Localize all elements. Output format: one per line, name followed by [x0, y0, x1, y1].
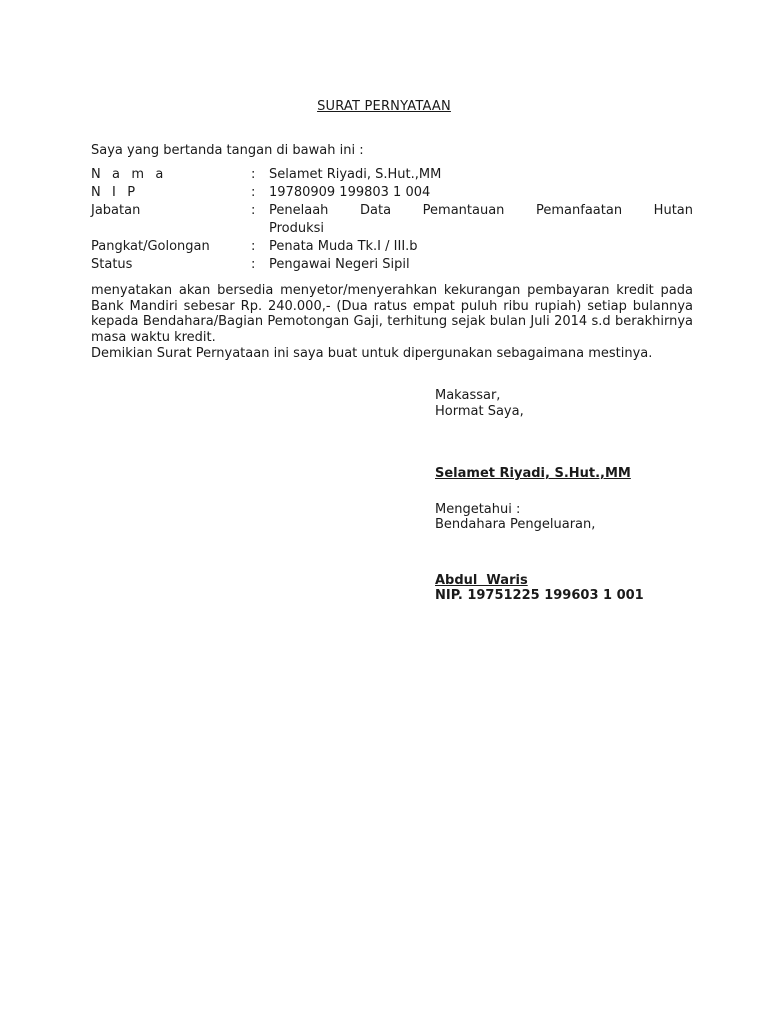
field-value-pangkat: Penata Muda Tk.I / III.b — [269, 239, 418, 254]
field-label-pangkat: Pangkat/Golongan — [91, 239, 210, 254]
signature-closing: Hormat Saya, — [435, 404, 524, 419]
field-value-status: Pengawai Negeri Sipil — [269, 257, 410, 272]
field-value-nama: Selamet Riyadi, S.Hut.,MM — [269, 167, 442, 182]
treasurer-nip: NIP. 19751225 199603 1 001 — [435, 588, 644, 603]
intro-text: Saya yang bertanda tangan di bawah ini : — [91, 143, 364, 158]
field-label-nama: N a m a — [91, 167, 167, 182]
field-colon: : — [251, 257, 256, 272]
field-value-jabatan-line2: Produksi — [269, 221, 325, 236]
treasurer-role: Bendahara Pengeluaran, — [435, 517, 596, 532]
field-colon: : — [251, 167, 256, 182]
signature-place: Makassar, — [435, 388, 501, 403]
acknowledged-label: Mengetahui : — [435, 502, 521, 517]
statement-paragraph: menyatakan akan bersedia menyetor/menyerahkan kekurangan pembayaran kredit pada Bank Mandiri sebesar Rp. 240.000,- (Dua ratus empat puluh ribu rupiah) setiap bulannya kepada Bendahara/Bagian Pemotongan Gaji, terhitung sejak bulan Juli 2014 s.d berakhirnya masa waktu kredit. — [91, 283, 693, 345]
field-value-jabatan-line1: Penelaah Data Pemantauan Pemanfaatan Hutan — [269, 203, 693, 218]
field-value-nip: 19780909 199803 1 004 — [269, 185, 431, 200]
field-row-status — [91, 256, 693, 274]
closing-paragraph: Demikian Surat Pernyataan ini saya buat untuk dipergunakan sebagaimana mestinya. — [91, 346, 653, 361]
field-row-jabatan — [91, 202, 693, 238]
signer-name: Selamet Riyadi, S.Hut.,MM — [435, 466, 631, 481]
field-colon: : — [251, 203, 256, 218]
identity-fields — [91, 166, 693, 274]
field-row-nip — [91, 184, 693, 202]
field-row-pangkat — [91, 238, 693, 256]
document-title: SURAT PERNYATAAN — [317, 99, 451, 114]
field-label-status: Status — [91, 257, 133, 272]
field-row-nama — [91, 166, 693, 184]
field-colon: : — [251, 185, 256, 200]
field-label-jabatan: Jabatan — [91, 203, 141, 218]
treasurer-name: Abdul Waris — [435, 573, 528, 588]
field-colon: : — [251, 239, 256, 254]
field-label-nip: N I P — [91, 185, 139, 200]
